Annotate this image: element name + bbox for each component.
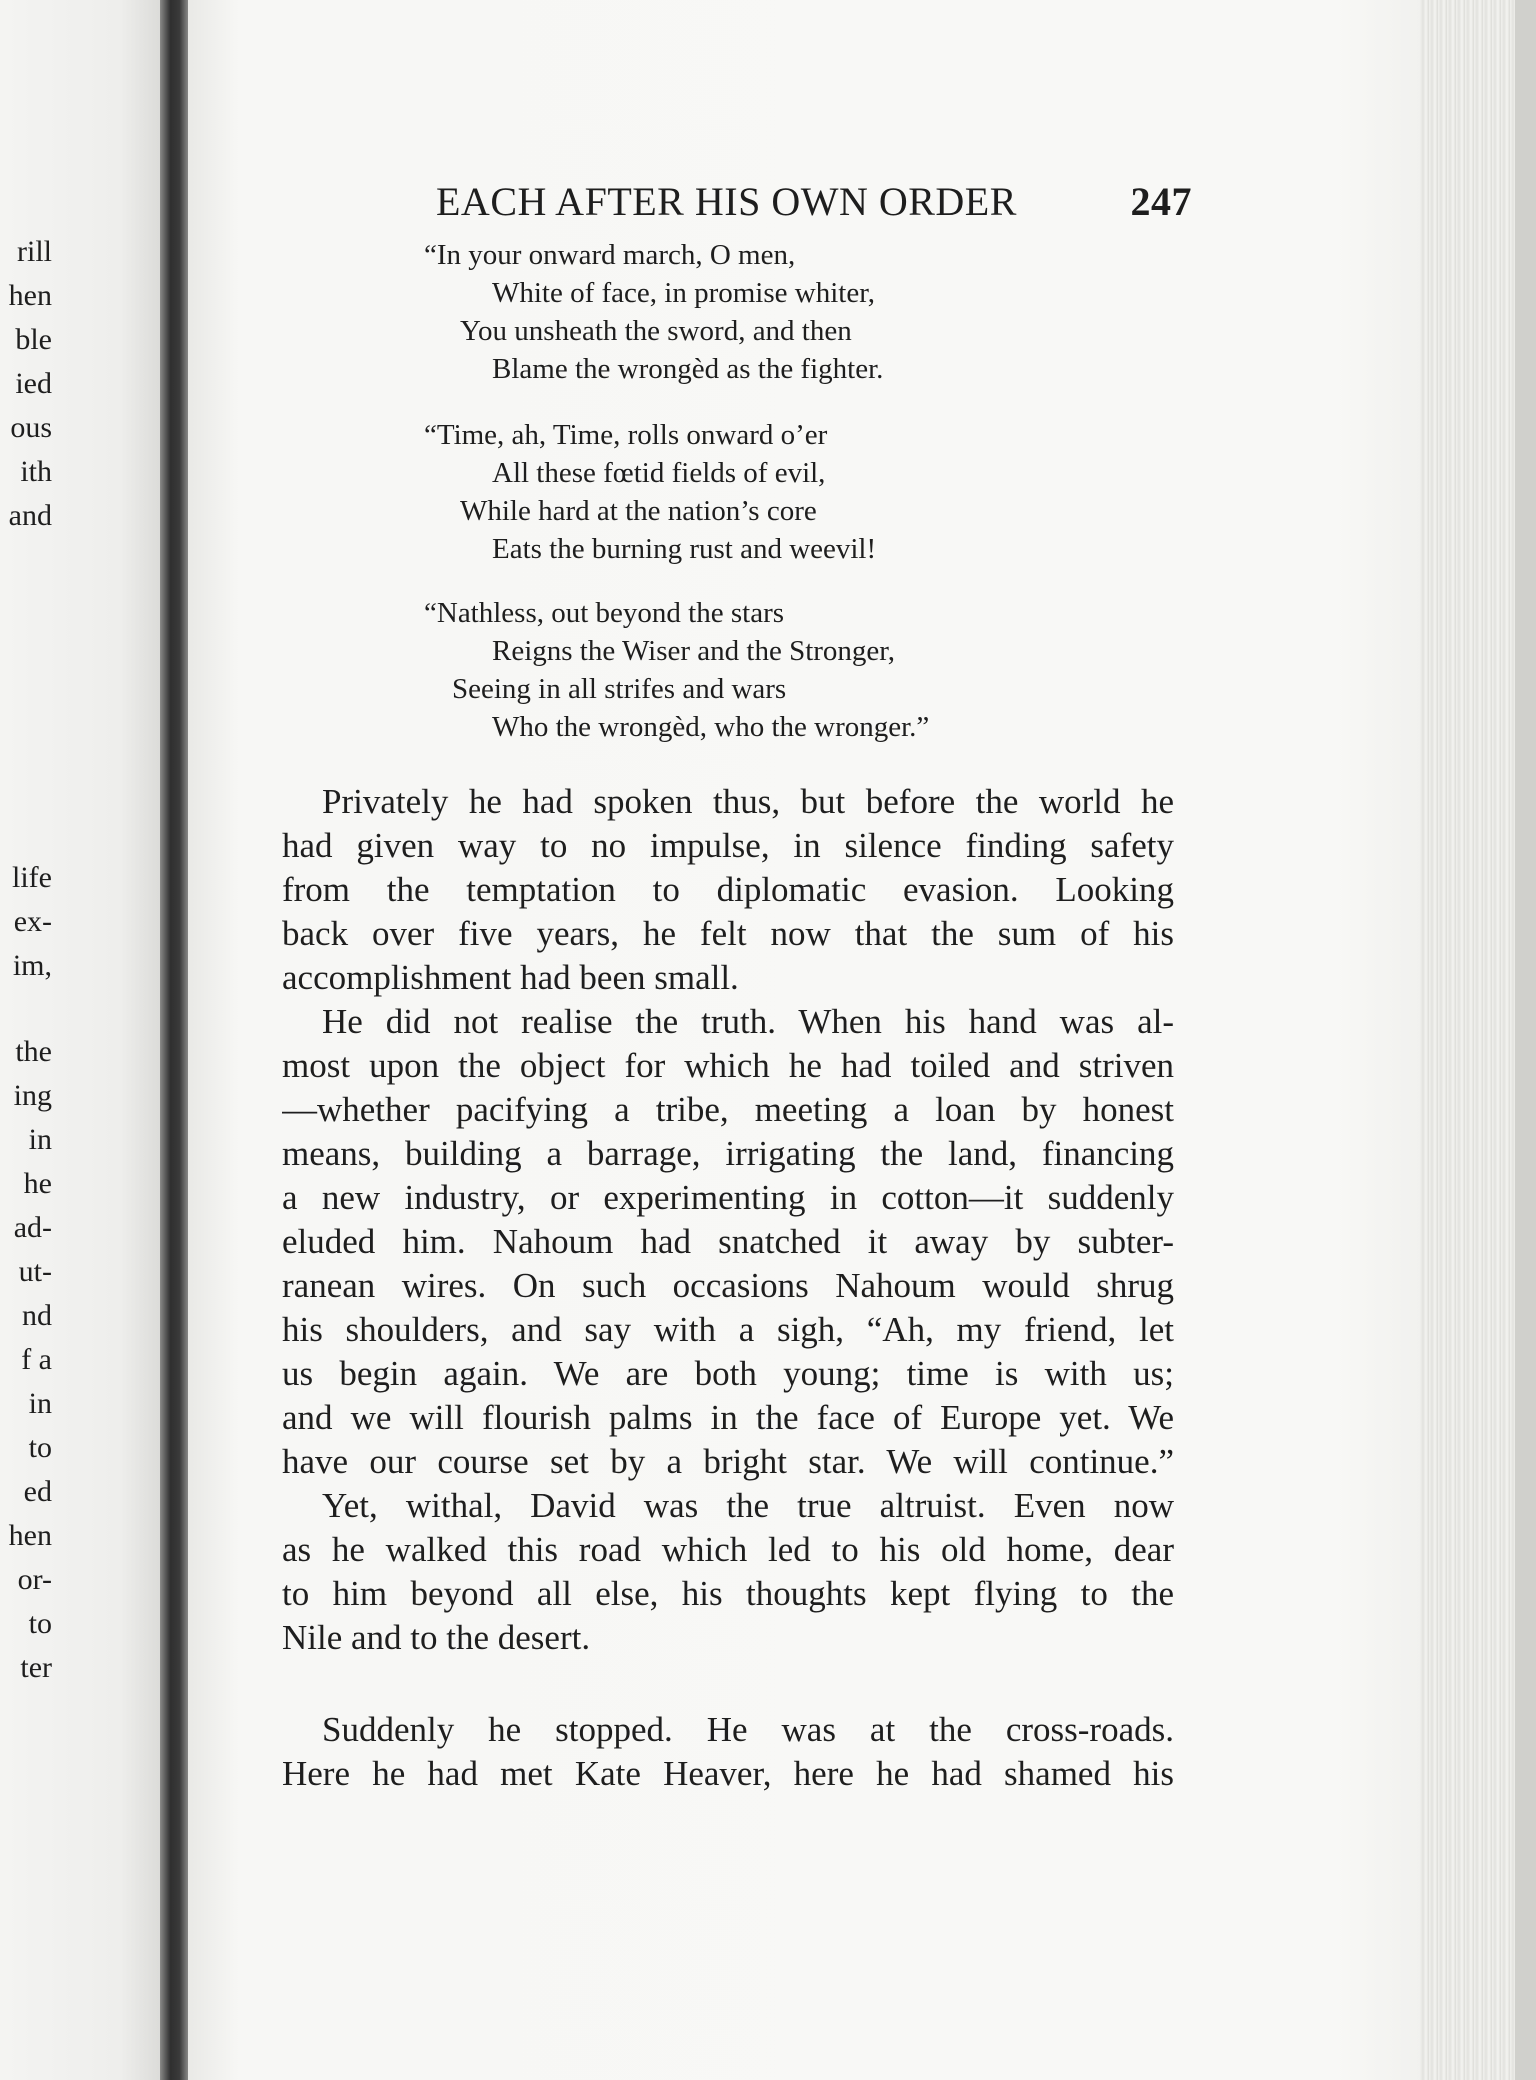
paragraph-3 [282, 1484, 1174, 1660]
verse-stanza-3 [424, 594, 1056, 746]
fragment-line: ed [23, 1475, 52, 1508]
verse-stanza-1 [424, 236, 1056, 388]
verse-line: Reigns the Wiser and the Stronger, [492, 635, 896, 667]
fragment-line: or- [17, 1563, 52, 1596]
verse-line: You unsheath the sword, and then [460, 315, 852, 347]
fragment-line: the [15, 1035, 52, 1068]
fragment-line: hen [8, 279, 52, 312]
paragraph-1 [282, 780, 1174, 1000]
fragment-line: nd [22, 1299, 52, 1332]
page-number: 247 [1130, 179, 1192, 224]
prose-line: Suddenly he stopped. He was at the cross-roads. [322, 1710, 1174, 1749]
prose-line: have our course set by a bright star. We will continue.” [282, 1442, 1174, 1481]
prose-line: a new industry, or experimenting in cotton—it suddenly [282, 1178, 1174, 1217]
paragraph-2 [282, 1000, 1174, 1484]
fragment-line: in [28, 1387, 52, 1420]
prose-line: Here he had met Kate Heaver, here he had shamed his [282, 1754, 1174, 1793]
verse-line: “Time, ah, Time, rolls onward o’er [424, 419, 828, 451]
fragment-line: life [12, 861, 52, 894]
verse-line: Seeing in all strifes and wars [452, 673, 787, 705]
prose-line: —whether pacifying a tribe, meeting a loan by honest [282, 1090, 1174, 1129]
prose-line: back over five years, he felt now that the sum of his [282, 914, 1174, 953]
fragment-line: he [23, 1167, 52, 1200]
fragment-line: ous [10, 411, 52, 444]
prose-line: He did not realise the truth. When his hand was al- [322, 1002, 1174, 1041]
verse-line: “In your onward march, O men, [424, 239, 796, 271]
prose-line: most upon the object for which he had toiled and striven [282, 1046, 1174, 1085]
fragment-line: ith [20, 455, 52, 488]
fragment-line: ing [13, 1079, 52, 1112]
prose-line: from the temptation to diplomatic evasion. Looking [282, 870, 1174, 909]
fragment-line: ex- [13, 905, 52, 938]
prose-line: had given way to no impulse, in silence finding safety [282, 826, 1174, 865]
fragment-line: to [28, 1431, 52, 1464]
fragment-line: ied [15, 367, 52, 400]
prose-line: eluded him. Nahoum had snatched it away by subter- [282, 1222, 1174, 1261]
paragraph-4 [282, 1708, 1174, 1796]
fragment-line: to [28, 1607, 52, 1640]
verse-stanza-2 [424, 416, 1056, 568]
fragment-line: ter [20, 1651, 52, 1684]
book-gutter [160, 0, 190, 2080]
prose-line: ranean wires. On such occasions Nahoum would shrug [282, 1266, 1174, 1305]
verse-line: All these fœtid fields of evil, [492, 457, 826, 489]
prose-line: Nile and to the desert. [282, 1618, 591, 1657]
prose-line: Yet, withal, David was the true altruist. Even now [322, 1486, 1174, 1525]
fragment-line: and [8, 499, 52, 532]
fragment-line: ad- [13, 1211, 52, 1244]
prose-line: accomplishment had been small. [282, 958, 739, 997]
scan-border [1515, 0, 1536, 2080]
fragment-line: ut- [18, 1255, 52, 1288]
verse-line: Blame the wrongèd as the fighter. [492, 353, 884, 385]
verse-line: While hard at the nation’s core [460, 495, 817, 527]
prose-line: us begin again. We are both young; time is with us; [282, 1354, 1174, 1393]
verse-line: White of face, in promise whiter, [492, 277, 875, 309]
left-page-text-fragments [0, 0, 52, 2080]
verse-line: “Nathless, out beyond the stars [424, 597, 785, 629]
prose-line: Privately he had spoken thus, but before the world he [322, 782, 1174, 821]
verse-line: Eats the burning rust and weevil! [492, 533, 877, 565]
prose-line: to him beyond all else, his thoughts kept flying to the [282, 1574, 1174, 1613]
prose-line: as he walked this road which led to his old home, dear [282, 1530, 1174, 1569]
verse-line: Who the wrongèd, who the wronger.” [492, 711, 930, 743]
prose-line: his shoulders, and say with a sigh, “Ah, my friend, let [282, 1310, 1174, 1349]
fragment-line: rill [17, 235, 52, 268]
fragment-line: in [28, 1123, 52, 1156]
fragment-line: hen [8, 1519, 52, 1552]
prose-line: and we will flourish palms in the face of Europe yet. We [282, 1398, 1174, 1437]
prose-line: means, building a barrage, irrigating the land, financing [282, 1134, 1174, 1173]
fragment-line: ble [15, 323, 52, 356]
running-head-title: EACH AFTER HIS OWN ORDER [436, 179, 1017, 224]
fragment-line: f a [21, 1343, 52, 1376]
fragment-line: im, [12, 949, 52, 982]
